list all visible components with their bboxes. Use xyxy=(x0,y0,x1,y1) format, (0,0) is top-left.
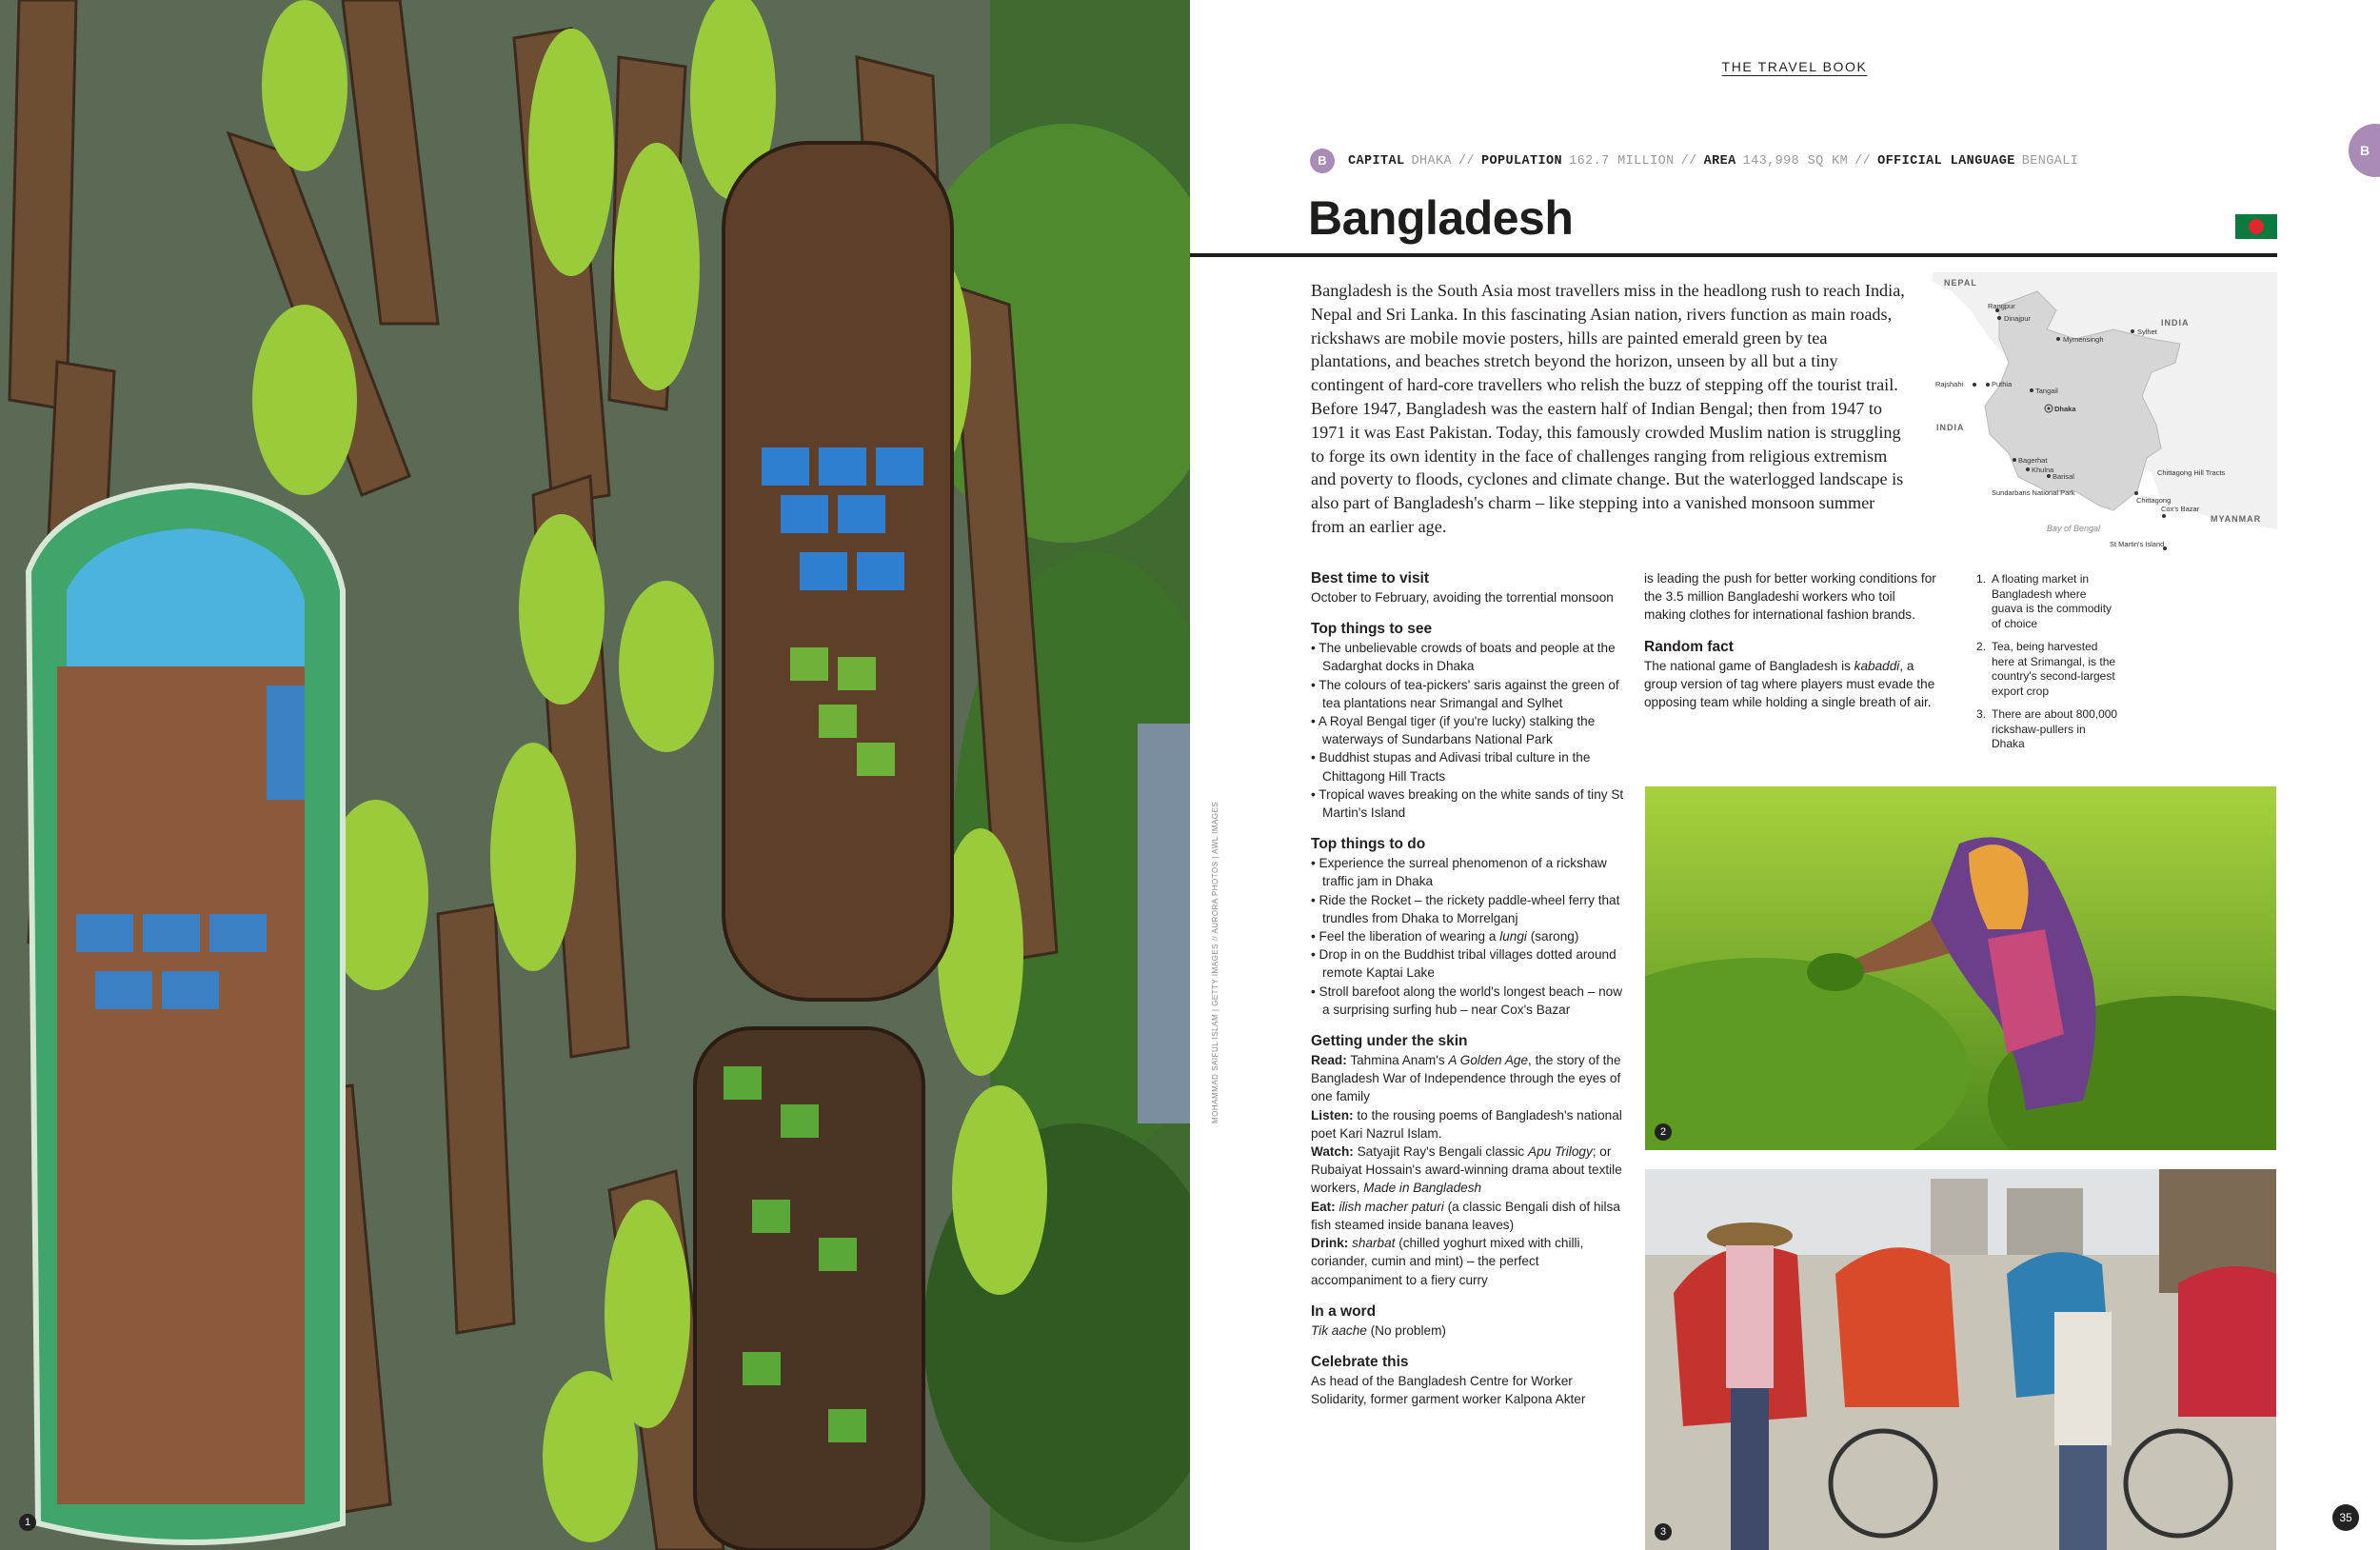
map-label: Khulna xyxy=(2032,466,2054,474)
fact-text: The national game of Bangladesh is xyxy=(1644,658,1851,673)
book-title: A Golden Age xyxy=(1448,1053,1529,1068)
caption-text: Tea, being harvested here at Srimangal, is the country's second-largest export crop xyxy=(1992,640,2116,698)
list-item: • Buddhist stupas and Adivasi tribal culture in the Chittagong Hill Tracts xyxy=(1311,748,1625,785)
list-item: • A Royal Bengal tiger (if you're lucky) stalking the waterways of Sundarbans National Park xyxy=(1311,712,1625,748)
photo-credit: MOHAMMAD SAIFUL ISLAM | GETTY IMAGES // AURORA PHOTOS | AWL IMAGES xyxy=(1211,801,1220,1123)
photo-number: 2 xyxy=(1655,1123,1672,1141)
separator: // xyxy=(1680,153,1697,169)
film-title: Made in Bangladesh xyxy=(1363,1181,1482,1196)
celebrate-text: As head of the Bangladesh Centre for Worker Solidarity, former garment worker Kalpona Akter xyxy=(1311,1373,1586,1407)
language-value: BENGALI xyxy=(2021,153,2079,169)
bangladesh-flag-icon xyxy=(2235,214,2277,239)
map-label: Bay of Bengal xyxy=(2047,524,2101,533)
map-label: NEPAL xyxy=(1944,278,1977,288)
map-label: Dinajpur xyxy=(2004,314,2031,323)
page-title: Bangladesh xyxy=(1308,191,1574,245)
skin-section xyxy=(1311,1032,1625,1289)
list-item: • The unbelievable crowds of boats and people at the Sadarghat docks in Dhaka xyxy=(1311,639,1625,675)
map-label: Sundarbans National Park xyxy=(1992,488,2075,497)
separator: // xyxy=(1854,153,1872,169)
watch-text: ; or Rubaiyat Hossain's award-winning drama about textile workers, xyxy=(1311,1144,1622,1196)
eat-text: (a classic Bengali dish of hilsa fish steamed inside banana leaves) xyxy=(1311,1199,1620,1232)
map-label: INDIA xyxy=(2161,318,2190,328)
caption-number: 2. xyxy=(1976,640,1987,653)
section-heading: Best time to visit xyxy=(1311,570,1430,586)
map-label: Chittagong Hill Tracts xyxy=(2157,468,2226,477)
map-label: Puthia xyxy=(1992,380,2013,388)
map-label: Bagerhat xyxy=(2018,456,2048,465)
word-line xyxy=(1311,1321,1625,1340)
list-item: • The colours of tea-pickers' saris against the green of tea plantations near Srimangal and Sylhet xyxy=(1311,676,1625,712)
capital-value: DHAKA xyxy=(1411,153,1453,169)
country-map xyxy=(1933,272,2277,558)
map-label: Tangail xyxy=(2035,387,2058,395)
population-value: 162.7 MILLION xyxy=(1569,153,1675,169)
fact-text: , a group version of tag where players must evade the opposing team while holding a single breath of air. xyxy=(1644,658,1935,710)
best-time-section xyxy=(1311,569,1625,606)
celebrate-section xyxy=(1311,1353,1625,1408)
caption-text: A floating market in Bangladesh where guava is the commodity of choice xyxy=(1992,572,2112,630)
info-column-2 xyxy=(1644,569,1939,725)
map-label: Cox's Bazar xyxy=(2161,505,2200,513)
map-label: MYANMAR xyxy=(2211,514,2262,524)
section-heading: Top things to see xyxy=(1311,621,1433,638)
drink-line xyxy=(1311,1234,1625,1289)
section-heading: Celebrate this xyxy=(1311,1353,1409,1370)
intro-paragraph: Bangladesh is the South Asia most travellers miss in the headlong rush to reach India, Nepal and Sri Lanka. In this fascinating Asian nation, rivers function as main roads, rickshaws are mobile movie posters, hills are painted emerald green by tea plantations, and beaches stretch beyond the horizon, unseen by all but a tiny contingent of hard-core travellers who relish the buzz of stepping off the tourist trail. Before 1947, Bangladesh was the eastern half of Indian Bengal; then from 1947 to 1971 it was East Pakistan. Today, this famously crowded Muslim nation is struggling to forge its own identity in the face of challenges ranging from religious extremism and poverty to floods, cyclones and climate change. But the waterlogged landscape is also part of Bangladesh's charm – like stepping into a vanished monsoon summer from an earlier age. xyxy=(1311,281,1905,536)
section-tab: B xyxy=(2349,124,2380,177)
caption xyxy=(1976,572,2119,631)
photo-captions xyxy=(1976,572,2119,761)
word-section xyxy=(1311,1302,1625,1340)
map-label: Rajshahi xyxy=(1935,380,1964,388)
map-label: Chittagong xyxy=(2136,496,2172,505)
map-label: Rangpur xyxy=(1988,302,2015,310)
dish-name: ilish macher paturi xyxy=(1339,1199,1444,1214)
listen-text: to the rousing poems of Bangladesh's national poet Kari Nazrul Islam. xyxy=(1311,1107,1622,1141)
watch-label: Watch: xyxy=(1311,1144,1354,1160)
caption xyxy=(1976,707,2119,752)
celebrate-continued xyxy=(1644,569,1939,625)
eat-line xyxy=(1311,1198,1625,1234)
title-rule xyxy=(1190,253,2277,257)
section-badge: B xyxy=(1310,149,1335,173)
random-fact-text xyxy=(1644,657,1939,712)
map-label: Mymensingh xyxy=(2063,335,2104,344)
map-label: INDIA xyxy=(1936,423,1965,432)
do-section xyxy=(1311,835,1625,1019)
list-item: • Drop in on the Buddhist tribal villages dotted around remote Kaptai Lake xyxy=(1311,945,1625,982)
list-item: • Stroll barefoot along the world's longest beach – now a surprising surfing hub – near Cox's Bazar xyxy=(1311,983,1625,1019)
capital-label: CAPITAL xyxy=(1348,153,1405,169)
game-name: kabaddi xyxy=(1854,658,1900,673)
watch-line xyxy=(1311,1143,1625,1198)
best-time-text: October to February, avoiding the torrential monsoon xyxy=(1311,590,1614,605)
film-title: Apu Trilogy xyxy=(1528,1144,1593,1160)
map-label: St Martin's Island xyxy=(2110,540,2165,548)
eat-label: Eat: xyxy=(1311,1199,1336,1214)
fact-bar xyxy=(1310,149,2078,173)
caption xyxy=(1976,640,2119,699)
word-term: Tik aache xyxy=(1311,1322,1367,1338)
section-heading: In a word xyxy=(1311,1302,1377,1320)
see-section xyxy=(1311,620,1625,822)
random-fact-section xyxy=(1644,638,1939,712)
language-label: OFFICIAL LANGUAGE xyxy=(1877,153,2015,169)
caption-text: There are about 800,000 rickshaw-pullers in Dhaka xyxy=(1992,707,2118,750)
tea-picker-photo xyxy=(1645,786,2276,1150)
list-item: • Ride the Rocket – the rickety paddle-wheel ferry that trundles from Dhaka to Morrelganj xyxy=(1311,891,1625,927)
separator: // xyxy=(1458,153,1476,169)
drink-label: Drink: xyxy=(1311,1236,1349,1251)
rickshaw-photo xyxy=(1645,1169,2276,1550)
info-column-1 xyxy=(1311,569,1625,1421)
watch-text: Satyajit Ray's Bengali classic xyxy=(1357,1144,1525,1160)
read-label: Read: xyxy=(1311,1053,1347,1068)
drink-text: (chilled yoghurt mixed with chilli, coriander, cumin and mint) – the perfect accompaniment to a fiery curry xyxy=(1311,1236,1584,1287)
read-line xyxy=(1311,1051,1625,1106)
drink-name: sharbat xyxy=(1352,1236,1396,1251)
map-label: Barisal xyxy=(2053,472,2074,481)
section-heading: Getting under the skin xyxy=(1311,1033,1468,1050)
section-heading: Random fact xyxy=(1644,638,1734,655)
area-value: 143,998 SQ KM xyxy=(1742,153,1849,169)
do-list xyxy=(1311,854,1625,1019)
caption-number: 1. xyxy=(1976,572,1987,586)
map-label: Dhaka xyxy=(2054,405,2076,413)
running-head: THE TRAVEL BOOK xyxy=(1721,59,1868,74)
area-label: AREA xyxy=(1703,153,1736,169)
map-label: Sylhet xyxy=(2137,328,2157,336)
list-item: • Tropical waves breaking on the white sands of tiny St Martin's Island xyxy=(1311,785,1625,822)
listen-label: Listen: xyxy=(1311,1107,1354,1123)
read-text: Tahmina Anam's xyxy=(1350,1053,1445,1068)
list-item: • Feel the liberation of wearing a lungi (sarong) xyxy=(1311,927,1625,945)
page-number: 35 xyxy=(2332,1504,2359,1531)
caption-number: 3. xyxy=(1976,707,1987,721)
section-heading: Top things to do xyxy=(1311,836,1426,853)
listen-line xyxy=(1311,1106,1625,1143)
celebrate-text: is leading the push for better working conditions for the 3.5 million Bangladeshi workers who toil making clothes for international fashion brands. xyxy=(1644,571,1936,623)
photo-number: 1 xyxy=(19,1514,36,1531)
photo-number: 3 xyxy=(1655,1523,1672,1540)
population-label: POPULATION xyxy=(1481,153,1563,169)
see-list xyxy=(1311,639,1625,822)
list-item: • Experience the surreal phenomenon of a rickshaw traffic jam in Dhaka xyxy=(1311,854,1625,890)
read-text: , the story of the Bangladesh War of Independence through the eyes of one family xyxy=(1311,1053,1621,1104)
word-meaning: (No problem) xyxy=(1370,1322,1446,1338)
